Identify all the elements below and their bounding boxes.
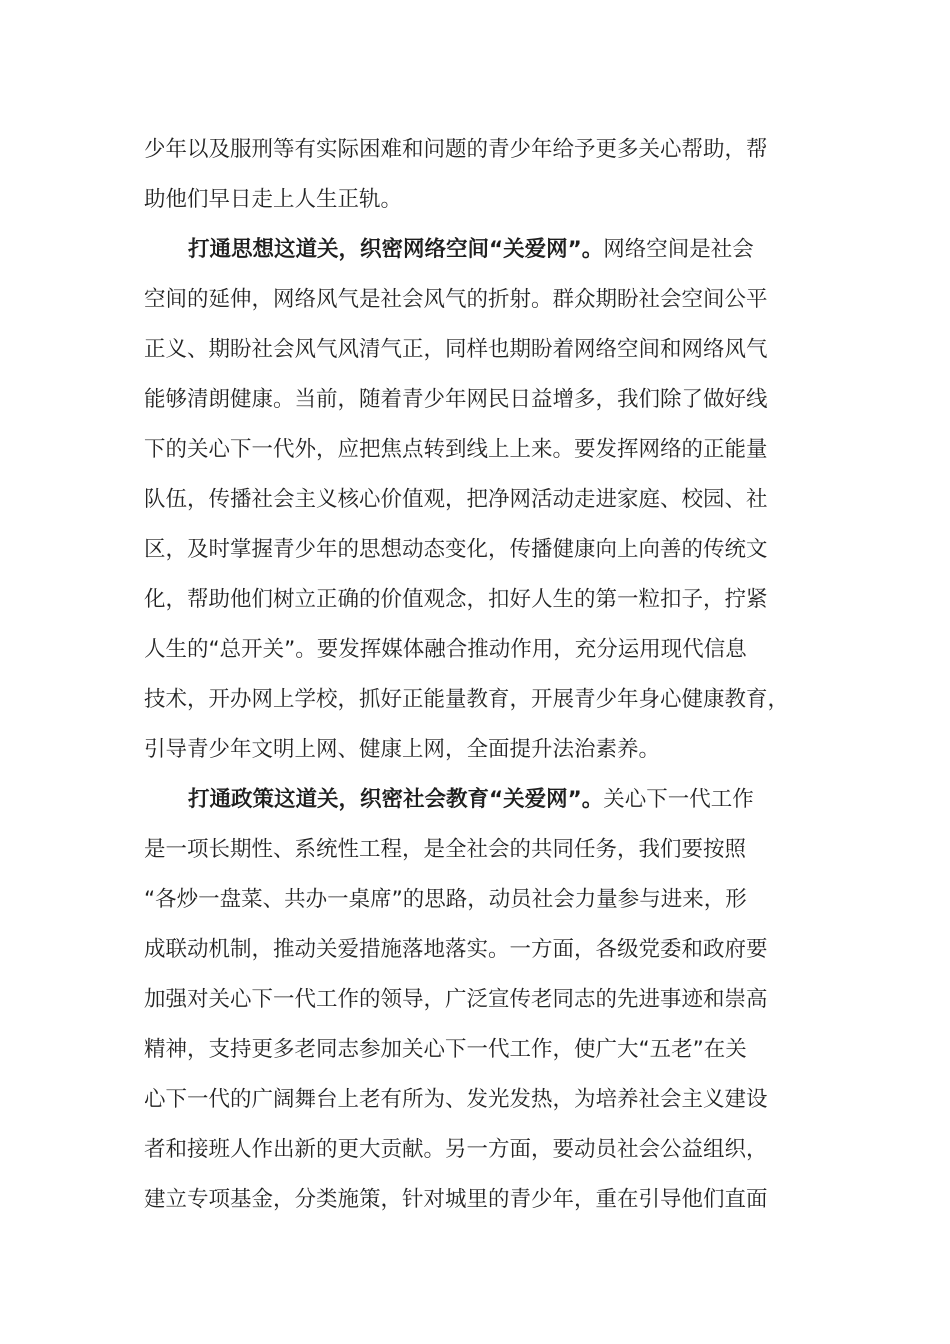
paragraph-line: 队伍，传播社会主义核心价值观，把净网活动走进家庭、校园、社 xyxy=(144,487,768,512)
paragraph-line: 能够清朗健康。当前，随着青少年网民日益增多，我们除了做好线 xyxy=(144,387,768,412)
paragraph-line: 下的关心下一代外，应把焦点转到线上上来。要发挥网络的正能量 xyxy=(144,437,768,462)
paragraph-line: 者和接班人作出新的更大贡献。另一方面，要动员社会公益组织， xyxy=(144,1137,768,1162)
paragraph-line: 是一项长期性、系统性工程，是全社会的共同任务，我们要按照 xyxy=(144,837,747,862)
paragraph-line: 助他们早日走上人生正轨。 xyxy=(144,187,403,212)
paragraph-line: 心下一代的广阔舞台上老有所为、发光发热，为培养社会主义建设 xyxy=(144,1087,768,1112)
paragraph-text: 网络空间是社会 xyxy=(603,237,754,262)
paragraph-line: “各炒一盘菜、共办一桌席”的思路，动员社会力量参与进来，形 xyxy=(144,887,747,912)
paragraph-line: 人生的“总开关”。要发挥媒体融合推动作用，充分运用现代信息 xyxy=(144,637,747,662)
paragraph-line: 化，帮助他们树立正确的价值观念，扣好人生的第一粒扣子，拧紧 xyxy=(144,587,768,612)
paragraph-line: 技术，开办网上学校，抓好正能量教育，开展青少年身心健康教育， xyxy=(144,687,790,712)
paragraph-line: 区，及时掌握青少年的思想动态变化，传播健康向上向善的传统文 xyxy=(144,537,768,562)
paragraph-heading: 打通思想这道关，织密网络空间“关爱网”。 xyxy=(188,237,604,262)
body-text xyxy=(144,125,809,1225)
paragraph-line: 空间的延伸，网络风气是社会风气的折射。群众期盼社会空间公平 xyxy=(144,287,768,312)
paragraph-first-line xyxy=(144,775,809,825)
paragraph-line: 建立专项基金，分类施策，针对城里的青少年，重在引导他们直面 xyxy=(144,1187,768,1212)
paragraph-line: 正义、期盼社会风气风清气正，同样也期盼着网络空间和网络风气 xyxy=(144,337,768,362)
paragraph-line: 少年以及服刑等有实际困难和问题的青少年给予更多关心帮助，帮 xyxy=(144,137,768,162)
paragraph-heading: 打通政策这道关，织密社会教育“关爱网”。 xyxy=(188,787,604,812)
paragraph-line: 引导青少年文明上网、健康上网，全面提升法治素养。 xyxy=(144,737,661,762)
paragraph-line: 成联动机制，推动关爱措施落地落实。一方面，各级党委和政府要 xyxy=(144,937,768,962)
paragraph-first-line xyxy=(144,225,809,275)
paragraph-line: 加强对关心下一代工作的领导，广泛宣传老同志的先进事迹和崇高 xyxy=(144,987,768,1012)
paragraph-text: 关心下一代工作 xyxy=(603,787,754,812)
paragraph-line: 精神，支持更多老同志参加关心下一代工作，使广大“五老”在关 xyxy=(144,1037,747,1062)
